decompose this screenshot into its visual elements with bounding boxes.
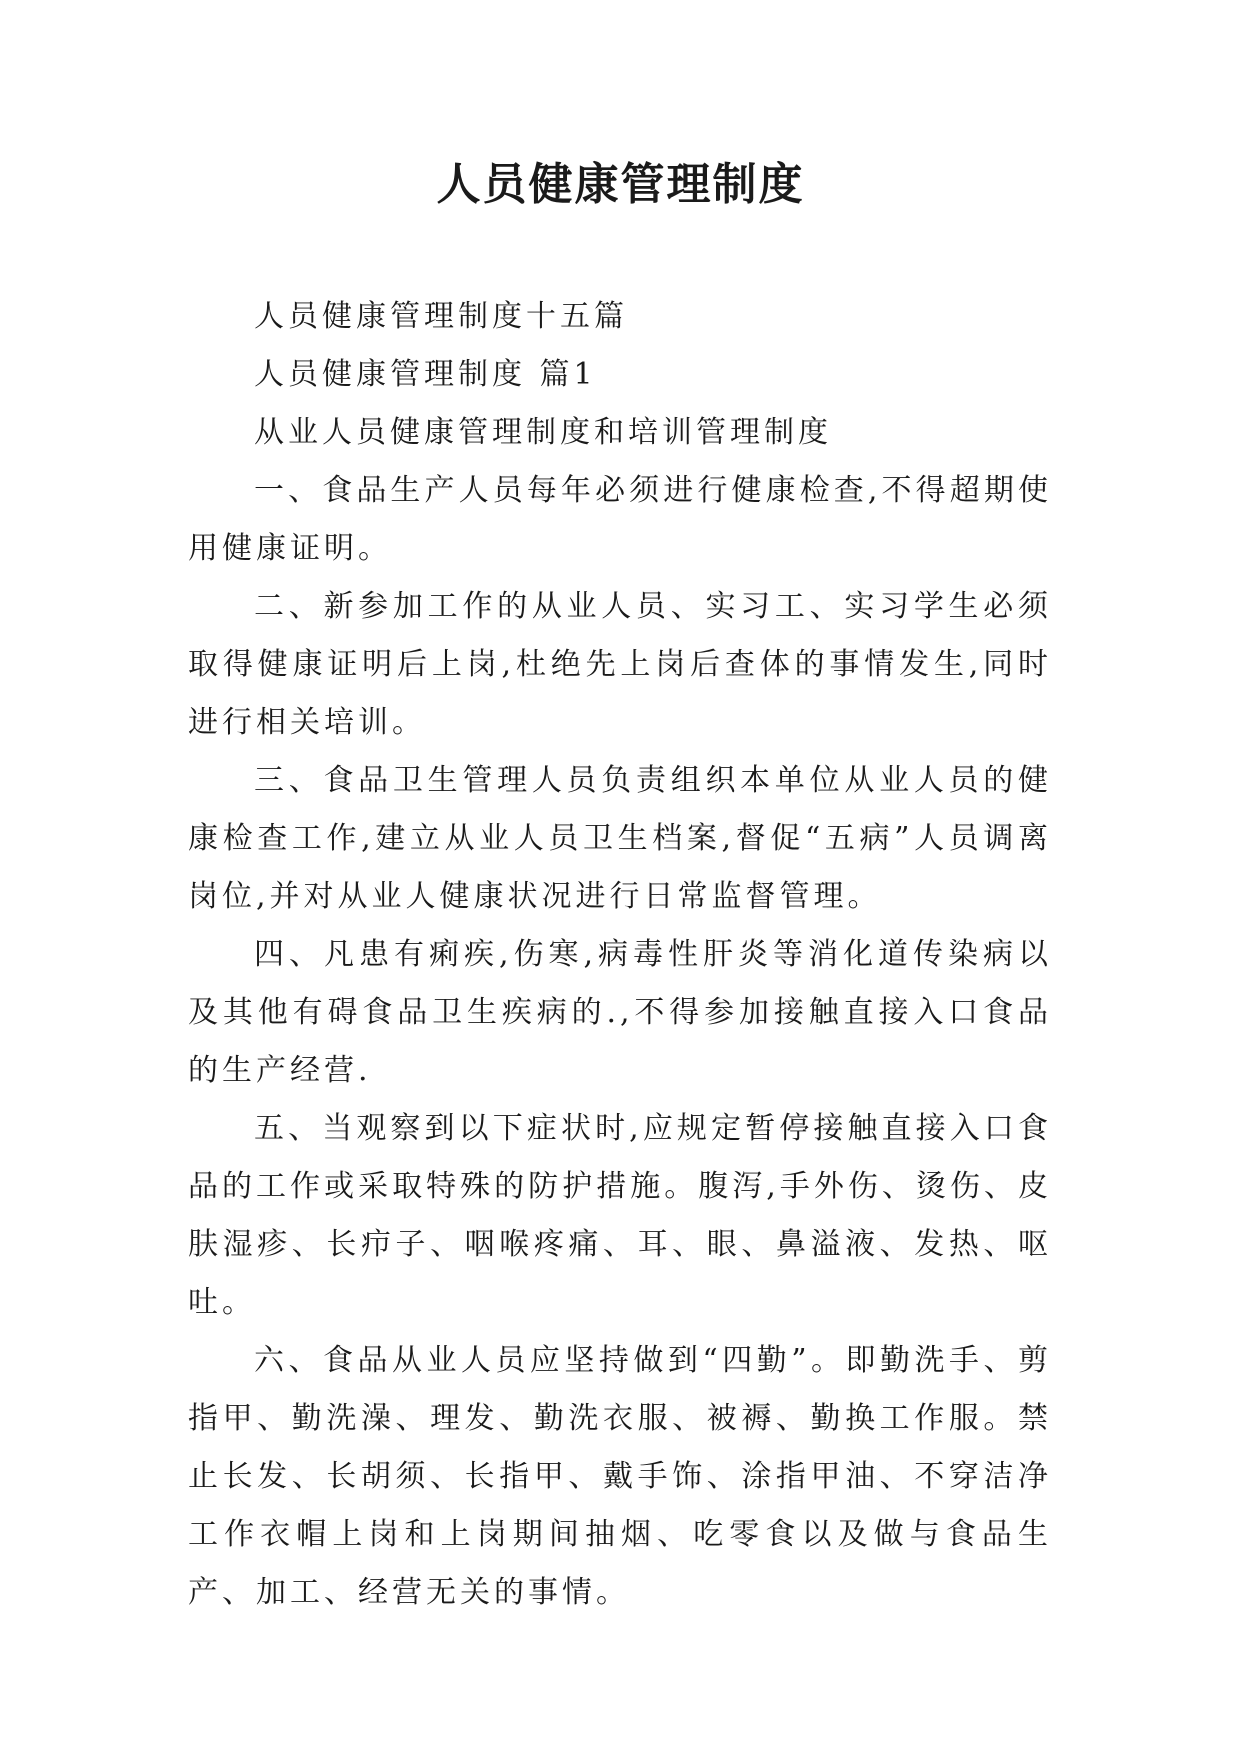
clause-5: 五、当观察到以下症状时,应规定暂停接触直接入口食品的工作或采取特殊的防护措施。腹泻,手外伤、烫伤、皮肤湿疹、长疖子、咽喉疼痛、耳、眼、鼻溢液、发热、呕吐。: [188, 1111, 1052, 1320]
document-title: 人员健康管理制度: [436, 159, 805, 210]
subtitle-regulation: 从业人员健康管理制度和培训管理制度: [254, 415, 832, 450]
clause-1: 一、食品生产人员每年必须进行健康检查,不得超期使用健康证明。: [188, 473, 1052, 566]
clause-6: 六、食品从业人员应坚持做到“四勤”。即勤洗手、剪指甲、勤洗澡、理发、勤洗衣服、被褥、勤换工作服。禁止长发、长胡须、长指甲、戴手饰、涂指甲油、不穿洁净工作衣帽上岗和上岗期间抽烟、吃零食以及做与食品生产、加工、经营无关的事情。: [188, 1343, 1052, 1610]
clause-4: 四、凡患有痢疾,伤寒,病毒性肝炎等消化道传染病以及其他有碍食品卫生疾病的.,不得参加接触直接入口食品的生产经营.: [188, 937, 1052, 1088]
clause-2: 二、新参加工作的从业人员、实习工、实习学生必须取得健康证明后上岗,杜绝先上岗后查体的事情发生,同时进行相关培训。: [188, 589, 1052, 740]
subtitle-section: 人员健康管理制度 篇1: [254, 357, 597, 392]
subtitle-collection: 人员健康管理制度十五篇: [254, 299, 628, 334]
document-body: [188, 288, 1052, 1622]
clause-3: 三、食品卫生管理人员负责组织本单位从业人员的健康检查工作,建立从业人员卫生档案,督促“五病”人员调离岗位,并对从业人健康状况进行日常监督管理。: [188, 763, 1052, 914]
